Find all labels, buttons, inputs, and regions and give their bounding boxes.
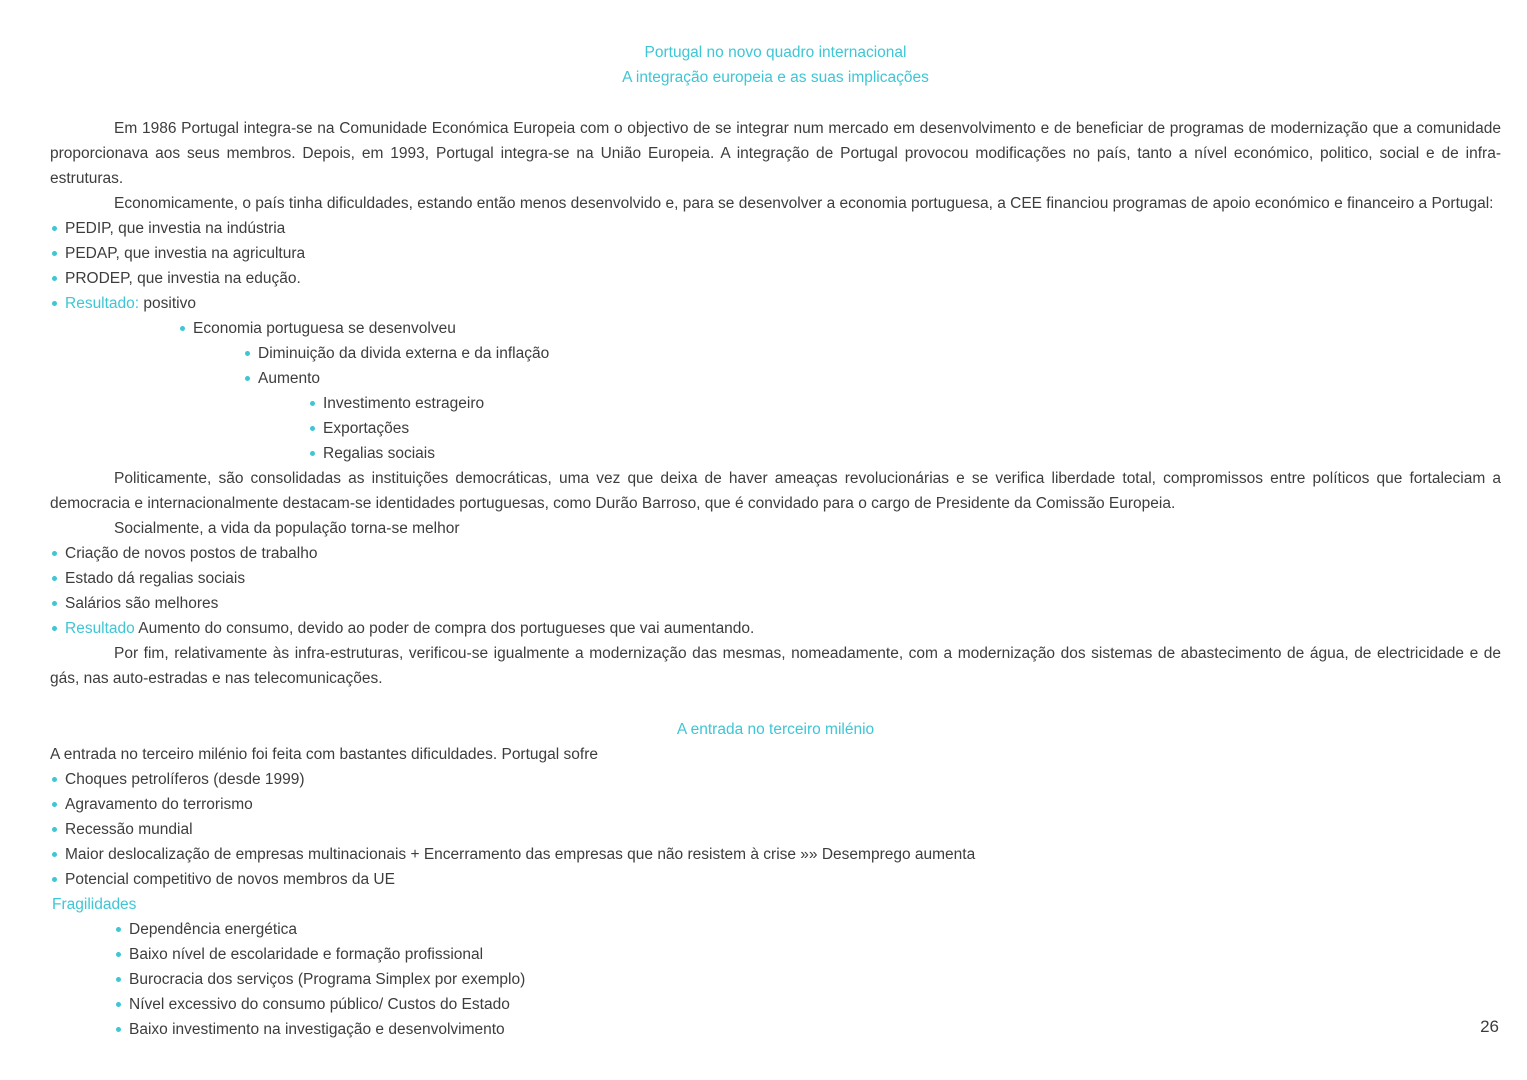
bullet-icon: [52, 251, 57, 256]
list-item: [50, 942, 1501, 967]
bullet-icon: [52, 276, 57, 281]
list-item: [50, 767, 1501, 792]
list-item: [50, 792, 1501, 817]
paragraph: Por fim, relativamente às infra-estruturas, verificou-se igualmente a modernização das mesmas, nomeadamente, com a modernização dos sistemas de abastecimento de água, de electricidade e de gás, nas auto-estradas e nas telecomunicações.: [50, 645, 1501, 687]
bullet-text: Investimento estrageiro: [323, 395, 485, 412]
bullet-text: Diminuição da divida externa e da inflação: [258, 345, 550, 362]
list-item: [50, 341, 1501, 366]
list-item: [50, 566, 1501, 591]
bullet-text: Recessão mundial: [65, 821, 193, 838]
list-item: [50, 416, 1501, 441]
list-item: [50, 541, 1501, 566]
list-item: [50, 616, 1501, 641]
bullet-icon: [52, 226, 57, 231]
document-title: Portugal no novo quadro internacional: [644, 44, 907, 61]
list-item: [50, 216, 1501, 241]
bullet-text: Salários são melhores: [65, 595, 219, 612]
paragraph: A entrada no terceiro milénio foi feita com bastantes dificuldades. Portugal sofre: [50, 746, 598, 763]
bullet-text: Exportações: [323, 420, 410, 437]
list-item: [50, 266, 1501, 291]
list-item: [50, 316, 1501, 341]
bullet-text: PEDIP, que investia na indústria: [65, 220, 286, 237]
section-heading: A entrada no terceiro milénio: [676, 721, 875, 738]
accent-label: Resultado: [65, 620, 135, 637]
bullet-text: Baixo nível de escolaridade e formação profissional: [129, 946, 484, 963]
bullet-icon: [52, 802, 57, 807]
list-item: [50, 241, 1501, 266]
bullet-text: Maior deslocalização de empresas multinacionais + Encerramento das empresas que não resistem à crise »» Desemprego aumenta: [65, 846, 976, 863]
bullet-text: Resultado Aumento do consumo, devido ao poder de compra dos portugueses que vai aumentando.: [65, 620, 755, 637]
bullet-icon: [52, 601, 57, 606]
bullet-text: Economia portuguesa se desenvolveu: [193, 320, 456, 337]
list-item: [50, 817, 1501, 842]
document-subtitle: A integração europeia e as suas implicações: [622, 69, 929, 86]
list-item: [50, 366, 1501, 391]
bullet-text: Agravamento do terrorismo: [65, 796, 253, 813]
bullet-icon: [310, 426, 315, 431]
bullet-icon: [310, 401, 315, 406]
paragraph: Politicamente, são consolidadas as instituições democráticas, uma vez que deixa de haver ameaças revolucionárias e se verifica liberdade total, compromissos entre políticos que fortaleciam a democracia e internacionalmente destacam-se identidades portuguesas, como Durão Barroso, que é convidado para o cargo de Presidente da Comissão Europeia.: [50, 470, 1501, 512]
paragraph: Em 1986 Portugal integra-se na Comunidade Económica Europeia com o objectivo de se integrar num mercado em desenvolvimento e de beneficiar de programas de modernização que a comunidade proporcionava aos seus membros. Depois, em 1993, Portugal integra-se na União Europeia. A integração de Portugal provocou modificações no país, tanto a nível económico, politico, social e de infra-estruturas.: [50, 120, 1501, 187]
bullet-icon: [52, 852, 57, 857]
list-item: [50, 967, 1501, 992]
list-item: [50, 291, 1501, 316]
bullet-text: Choques petrolíferos (desde 1999): [65, 771, 305, 788]
list-item: [50, 842, 1501, 867]
paragraph: Economicamente, o país tinha dificuldades, estando então menos desenvolvido e, para se desenvolver a economia portuguesa, a CEE financiou programas de apoio económico e financeiro a Portugal:: [114, 195, 1494, 212]
bullet-text: PEDAP, que investia na agricultura: [65, 245, 306, 262]
bullet-icon: [52, 777, 57, 782]
bullet-icon: [116, 1027, 121, 1032]
document-header: [50, 40, 1501, 90]
bullet-text: Potencial competitivo de novos membros da UE: [65, 871, 395, 888]
bullet-icon: [52, 877, 57, 882]
bullet-icon: [116, 952, 121, 957]
bullet-text: Resultado: positivo: [65, 295, 196, 312]
bullet-icon: [116, 927, 121, 932]
list-item: [50, 867, 1501, 892]
bullet-icon: [52, 626, 57, 631]
bullet-icon: [52, 576, 57, 581]
bullet-text: Nível excessivo do consumo público/ Custos do Estado: [129, 996, 510, 1013]
accent-label: Resultado:: [65, 295, 140, 312]
bullet-icon: [52, 551, 57, 556]
document-content: [50, 116, 1501, 1042]
bullet-icon: [52, 827, 57, 832]
page-number: 26: [1480, 1017, 1499, 1036]
list-item: [50, 441, 1501, 466]
bullet-text: Aumento: [258, 370, 321, 387]
bullet-icon: [245, 351, 250, 356]
list-item: [50, 591, 1501, 616]
bullet-text: Dependência energética: [129, 921, 298, 938]
list-item: [50, 917, 1501, 942]
list-item: [50, 992, 1501, 1017]
bullet-icon: [52, 301, 57, 306]
bullet-text: PRODEP, que investia na edução.: [65, 270, 301, 287]
accent-label: Fragilidades: [52, 896, 137, 913]
bullet-text: Burocracia dos serviços (Programa Simplex por exemplo): [129, 971, 526, 988]
bullet-icon: [310, 451, 315, 456]
list-item: [50, 391, 1501, 416]
list-item: [50, 1017, 1501, 1042]
bullet-icon: [116, 1002, 121, 1007]
bullet-icon: [116, 977, 121, 982]
bullet-icon: [180, 326, 185, 331]
paragraph: Socialmente, a vida da população torna-se melhor: [114, 520, 460, 537]
bullet-text: Criação de novos postos de trabalho: [65, 545, 318, 562]
bullet-icon: [245, 376, 250, 381]
bullet-text: Estado dá regalias sociais: [65, 570, 246, 587]
bullet-text: Regalias sociais: [323, 445, 435, 462]
bullet-text: Baixo investimento na investigação e desenvolvimento: [129, 1021, 505, 1038]
